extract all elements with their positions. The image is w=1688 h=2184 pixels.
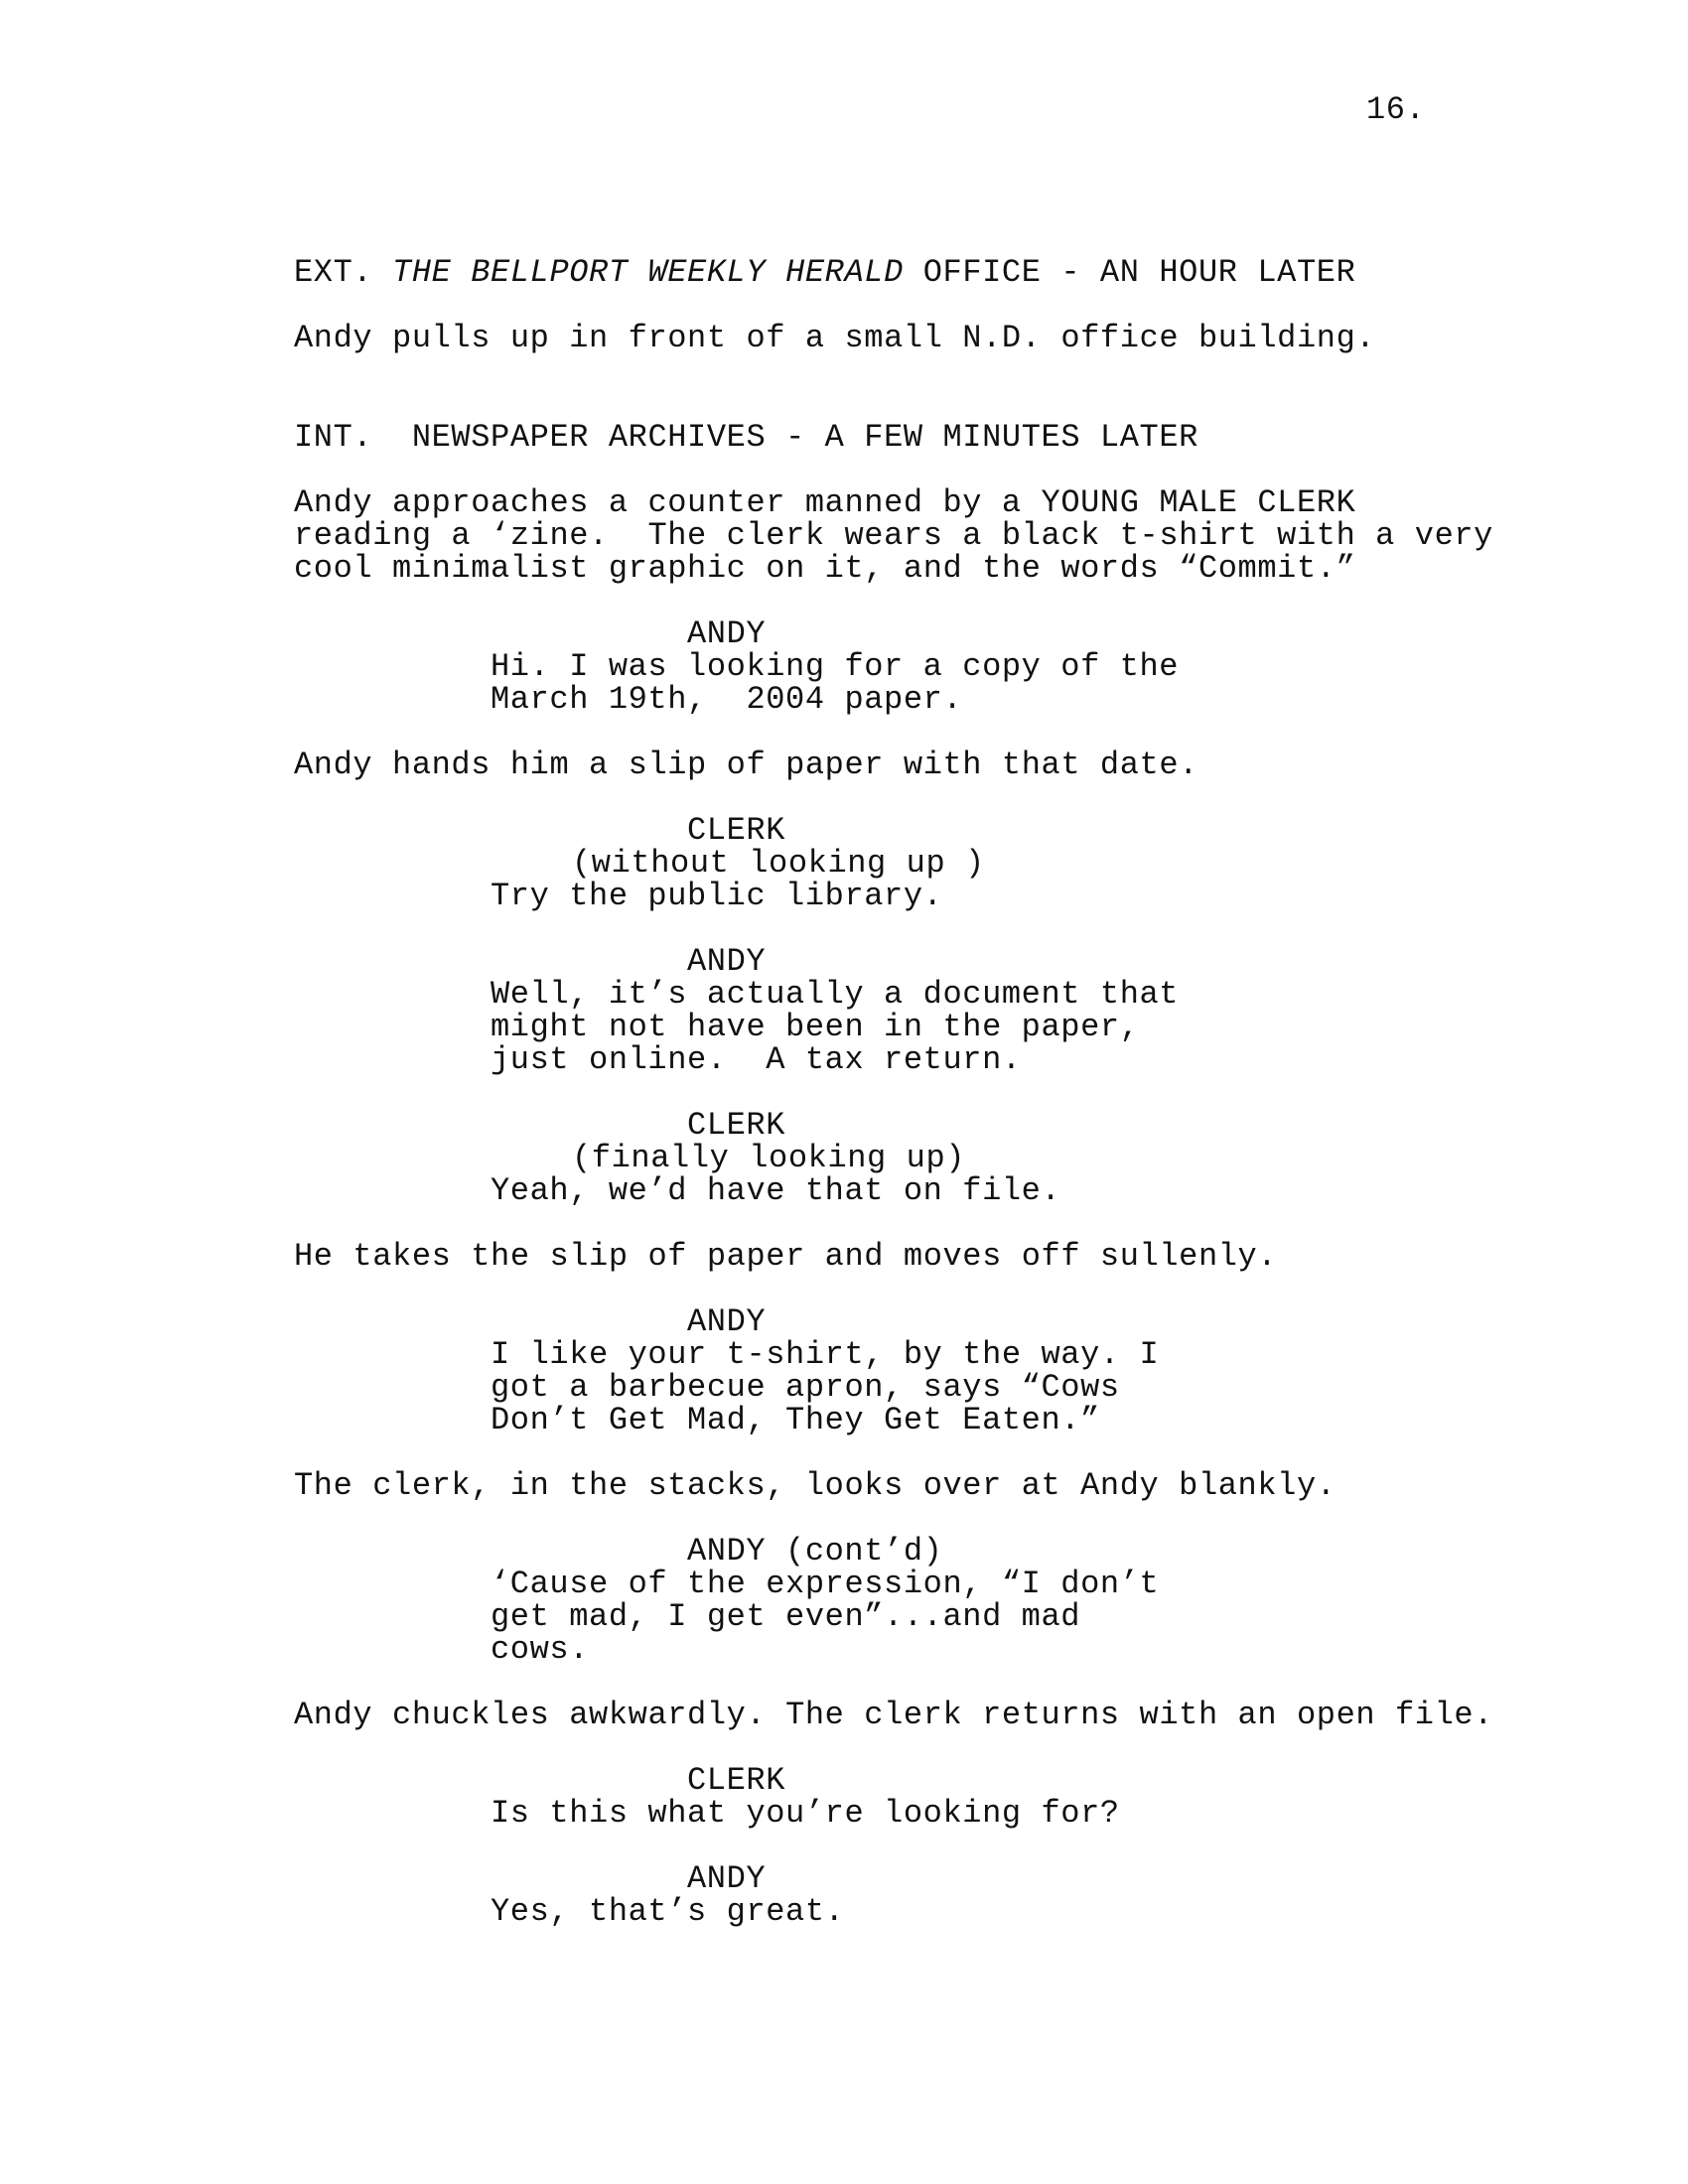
dialogue-line: might not have been in the paper, <box>491 1009 1140 1045</box>
character-name: CLERK <box>687 1107 786 1144</box>
action-line: Andy hands him a slip of paper with that date. <box>294 747 1198 783</box>
dialogue-line: Is this what you’re looking for? <box>491 1795 1120 1832</box>
dialogue-line: Yes, that’s great. <box>491 1893 845 1930</box>
character-name: ANDY <box>687 1303 767 1340</box>
dialogue-line: Don’t Get Mad, They Get Eaten.” <box>491 1402 1100 1438</box>
dialogue-line: Try the public library. <box>491 878 943 914</box>
action-line: cool minimalist graphic on it, and the words “Commit.” <box>294 550 1356 587</box>
dialogue-line: Hi. I was looking for a copy of the <box>491 648 1180 685</box>
scene-heading-prefix: EXT. <box>294 254 393 291</box>
parenthetical: (without looking up ) <box>572 845 985 882</box>
character-name: CLERK <box>687 812 786 849</box>
scene-heading-suffix: OFFICE - AN HOUR LATER <box>903 254 1356 291</box>
character-name: ANDY (cont’d) <box>687 1533 943 1570</box>
action-line: Andy chuckles awkwardly. The clerk returns with an open file. <box>294 1697 1493 1733</box>
scene-heading-title: THE BELLPORT WEEKLY HERALD <box>392 254 904 291</box>
dialogue-line: I like your t-shirt, by the way. I <box>491 1336 1160 1373</box>
character-name: ANDY <box>687 615 767 652</box>
character-name: ANDY <box>687 943 767 980</box>
dialogue-line: ‘Cause of the expression, “I don’t <box>491 1566 1160 1602</box>
dialogue-line: just online. A tax return. <box>491 1041 1022 1078</box>
parenthetical: (finally looking up) <box>572 1140 966 1176</box>
dialogue-line: got a barbecue apron, says “Cows <box>491 1369 1120 1406</box>
character-name: CLERK <box>687 1762 786 1799</box>
action-line: reading a ‘zine. The clerk wears a black t-shirt with a very <box>294 517 1493 554</box>
character-name: ANDY <box>687 1860 767 1897</box>
dialogue-line: cows. <box>491 1631 590 1668</box>
dialogue-line: Yeah, we’d have that on file. <box>491 1172 1061 1209</box>
dialogue-line: get mad, I get even”...and mad <box>491 1598 1081 1635</box>
action-line: The clerk, in the stacks, looks over at Andy blankly. <box>294 1467 1336 1504</box>
dialogue-line: March 19th, 2004 paper. <box>491 681 963 718</box>
action-line: Andy approaches a counter manned by a YOUNG MALE CLERK <box>294 484 1356 521</box>
action-line: Andy pulls up in front of a small N.D. office building. <box>294 320 1376 356</box>
dialogue-line: Well, it’s actually a document that <box>491 976 1180 1013</box>
scene-heading-exterior <box>294 256 1355 289</box>
page-number: 16. <box>1366 91 1426 128</box>
action-line: He takes the slip of paper and moves off sullenly. <box>294 1238 1278 1275</box>
scene-heading-interior: INT. NEWSPAPER ARCHIVES - A FEW MINUTES LATER <box>294 419 1198 456</box>
